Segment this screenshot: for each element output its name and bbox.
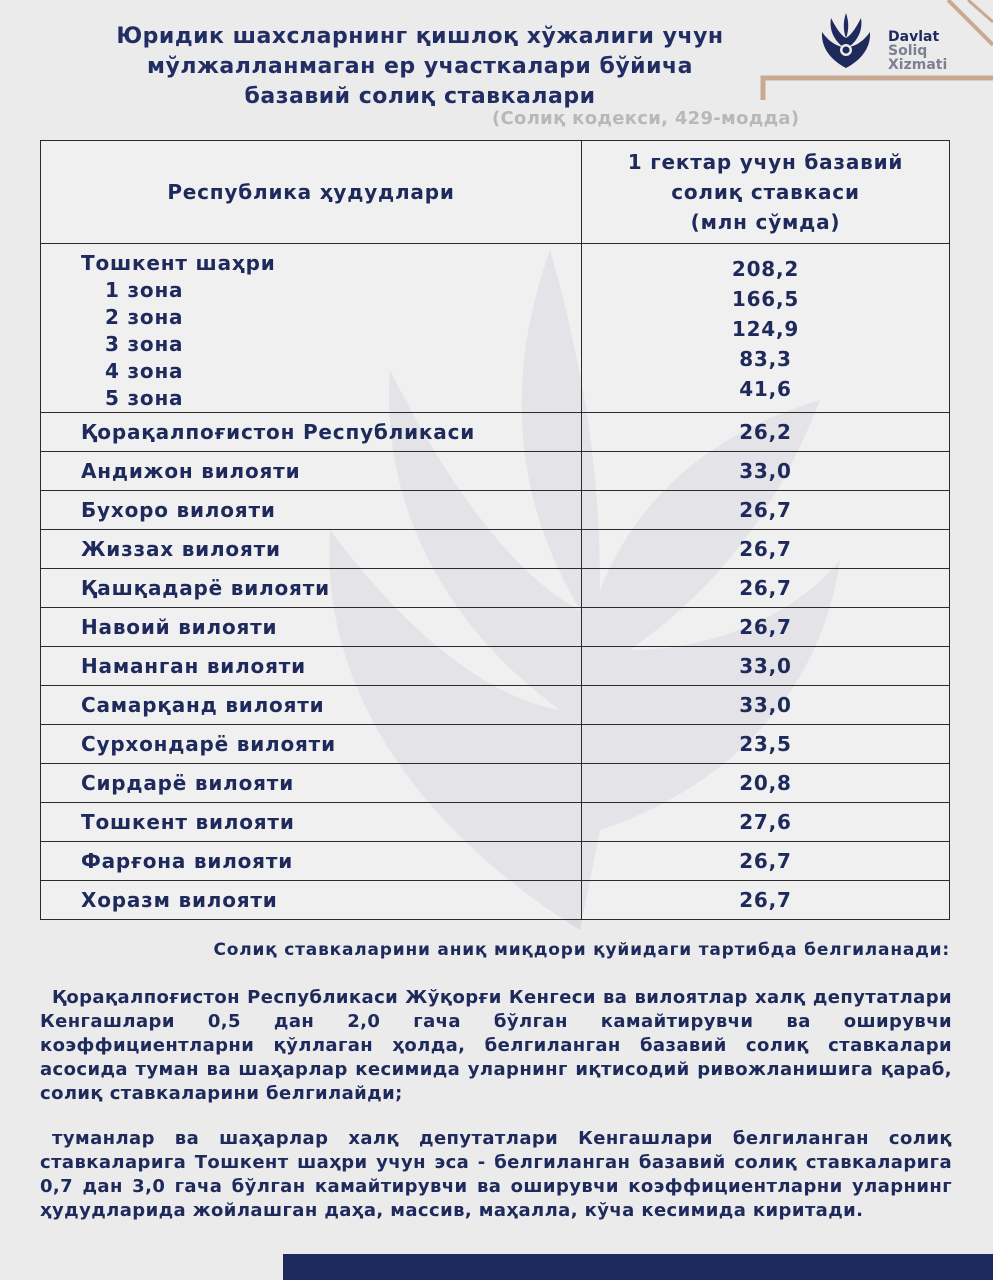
- region-name: Қашқадарё вилояти: [41, 569, 582, 608]
- table-row: [41, 413, 950, 452]
- eagle-emblem-icon: [815, 10, 877, 72]
- zone-rate: 208,2: [731, 257, 800, 281]
- region-name: Навоий вилояти: [41, 608, 582, 647]
- region-name: Сурхондарё вилояти: [41, 725, 582, 764]
- region-rate: 26,7: [582, 569, 950, 608]
- logo-line-3: Xizmati: [888, 57, 948, 73]
- header-rate-line-1: 1 гектар учун базавий: [627, 150, 904, 174]
- note-heading: Солиқ ставкаларини аниқ миқдори қуйидаги тартибда белгиланади:: [213, 940, 950, 960]
- logo-line-1: Davlat: [888, 29, 940, 45]
- table-row: [41, 608, 950, 647]
- zone-label: 4 зона: [105, 359, 184, 383]
- region-name: Бухоро вилояти: [41, 491, 582, 530]
- zone-rate: 83,3: [739, 347, 792, 371]
- footer-bar: [283, 1254, 993, 1280]
- region-rate: 23,5: [582, 725, 950, 764]
- page-header: [40, 22, 800, 112]
- table-row: [41, 647, 950, 686]
- header-region: Республика ҳудудлари: [41, 141, 582, 244]
- region-name: Хоразм вилояти: [41, 881, 582, 920]
- tashkent-city-rates: [582, 244, 950, 413]
- region-name: Самарқанд вилояти: [41, 686, 582, 725]
- region-rate: 26,2: [582, 413, 950, 452]
- region-name: Фарғона вилояти: [41, 842, 582, 881]
- region-rate: 33,0: [582, 686, 950, 725]
- region-rate: 26,7: [582, 491, 950, 530]
- zone-label: 1 зона: [105, 278, 184, 302]
- zone-label: 5 зона: [105, 386, 184, 410]
- region-name: Қорақалпоғистон Республикаси: [41, 413, 582, 452]
- table-row: [41, 725, 950, 764]
- region-rate: 33,0: [582, 452, 950, 491]
- header-rate: [582, 141, 950, 244]
- region-rate: 20,8: [582, 764, 950, 803]
- table-row: [41, 803, 950, 842]
- region-rate: 26,7: [582, 881, 950, 920]
- region-name: Сирдарё вилояти: [41, 764, 582, 803]
- table-header-row: [41, 141, 950, 244]
- davlat-soliq-logo: [815, 10, 985, 73]
- table-row: [41, 881, 950, 920]
- table-row: [41, 452, 950, 491]
- zone-rate: 124,9: [731, 317, 800, 341]
- paragraph-district-councils: туманлар ва шаҳарлар халқ депутатлари Кенгашлари белгиланган солиқ ставкаларига Тошкент шаҳри учун эса - белгиланган базавий солиқ ставкаларига 0,7 дан 3,0 гача бўлган камайтирувчи ва оширувчи коэффициентларни уларнинг ҳудудларида жойлашган даҳа, массив, маҳалла, кўча кесимида киритади.: [40, 1128, 952, 1221]
- region-name: Тошкент вилояти: [41, 803, 582, 842]
- zone-rate: 166,5: [731, 287, 800, 311]
- zone-label: 2 зона: [105, 305, 184, 329]
- region-rate: 26,7: [582, 608, 950, 647]
- logo-line-2: Soliq: [888, 43, 928, 59]
- title-line-2: мўлжалланмаган ер участкалари бўйича: [147, 54, 693, 79]
- table-row: [41, 686, 950, 725]
- header-rate-line-3: (млн сўмда): [690, 210, 841, 234]
- region-name: Наманган вилояти: [41, 647, 582, 686]
- region-rate: 33,0: [582, 647, 950, 686]
- zone-label: 3 зона: [105, 332, 184, 356]
- tax-rates-table: [40, 140, 950, 920]
- region-rate: 26,7: [582, 842, 950, 881]
- paragraph-regional-councils: Қорақалпоғистон Республикаси Жўқорғи Кенгеси ва вилоятлар халқ депутатлари Кенгашлари 0,5 дан 2,0 гача бўлган камайтирувчи ва оширувчи коэффициентларни қўллаган ҳолда, белгиланган базавий солиқ ставкалари асосида туман ва шаҳарлар кесимида уларнинг иқтисодий ривожланишига қараб, солиқ ставкаларини белгилайди;: [40, 987, 952, 1104]
- title-line-1: Юридик шахсларнинг қишлоқ хўжалиги учун: [116, 24, 724, 49]
- tashkent-city-name: Тошкент шаҳри: [81, 251, 276, 275]
- table-row: [41, 569, 950, 608]
- table-row: [41, 530, 950, 569]
- region-name: Андижон вилояти: [41, 452, 582, 491]
- table-row-tashkent-city: [41, 244, 950, 413]
- region-name: Жиззах вилояти: [41, 530, 582, 569]
- region-rate: 27,6: [582, 803, 950, 842]
- header-rate-line-2: солиқ ставкаси: [671, 180, 860, 204]
- tashkent-city-cell: [41, 244, 582, 413]
- table-row: [41, 491, 950, 530]
- title-line-3: базавий солиқ ставкалари: [244, 84, 596, 109]
- region-rate: 26,7: [582, 530, 950, 569]
- subtitle-reference: (Солиқ кодекси, 429-модда): [492, 108, 800, 129]
- table-row: [41, 764, 950, 803]
- zone-rate: 41,6: [739, 377, 792, 401]
- table-row: [41, 842, 950, 881]
